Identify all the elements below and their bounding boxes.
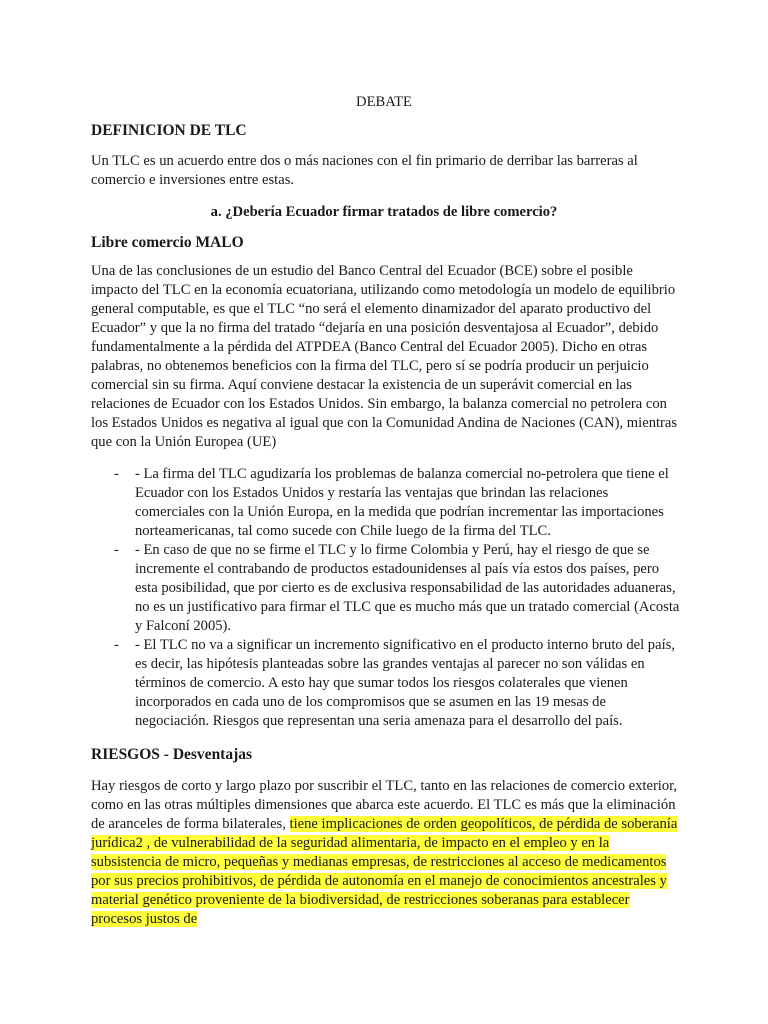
list-item [0, 465, 680, 541]
paragraph-riesgos [91, 777, 683, 929]
paragraph-definicion: Un TLC es un acuerdo entre dos o más naciones con el fin primario de derribar las barreras al comercio e inversiones entre estas. [91, 153, 638, 188]
document-title: DEBATE [356, 94, 412, 110]
heading-riesgos: RIESGOS - Desventajas [91, 746, 253, 763]
list-item [0, 636, 680, 731]
heading-definicion-tlc: DEFINICION DE TLC [91, 122, 247, 139]
paragraph-libre-comercio: Una de las conclusiones de un estudio del Banco Central del Ecuador (BCE) sobre el posible impacto del TLC en la economía ecuatoriana, utilizando como metodología un modelo de equilibrio general computable, es que el TLC “no será el elemento dinamizador del aparato productivo del Ecuador” y que la no firma del tratado “dejaría en una posición desventajosa al Ecuador”, debido fundamentalmente a la pérdida del ATPDEA (Banco Central del Ecuador 2005). Dicho en otras palabras, no obtenemos beneficios con la firma del TLC, pero sí se podría producir un perjuicio comercial sin su firma. Aquí conviene destacar la existencia de un superávit comercial en las relaciones de Ecuador con los Estados Unidos. Sin embargo, la balanza comercial no petrolera con los Estados Unidos es negativa al igual que con la Comunidad Andina de Naciones (CAN), mientras que con la Unión Europea (UE) [91, 263, 678, 450]
bullet-marker: - [114, 542, 119, 558]
bullet-text: - El TLC no va a significar un incremento significativo en el producto interno bruto del país, es decir, las hipótesis planteadas sobre las grandes ventajas al parecer no son válidas en términos de comercio. A esto hay que sumar todos los riesgos colaterales que vienen incorporados en cada uno de los compromisos que se asumen en las 19 mesas de negociación. Riesgos que representan una seria amenaza para el desarrollo del país. [135, 637, 675, 729]
question-heading: a. ¿Debería Ecuador firmar tratados de libre comercio? [210, 204, 558, 220]
bullet-text: - En caso de que no se firme el TLC y lo firme Colombia y Perú, hay el riesgo de que se incremente el contrabando de productos estadounidenses al país vía estos dos países, pero esta posibilidad, que por cierto es de exclusiva responsabilidad de las autoridades aduaneras, no es un justificativo para firmar el TLC que es mucho más que un tratado comercial (Acosta y Falconí 2005). [135, 542, 680, 634]
list-item [0, 541, 680, 636]
bullet-text: - La firma del TLC agudizaría los problemas de balanza comercial no-petrolera que tiene el Ecuador con los Estados Unidos y restaría las ventajas que brindan las relaciones comerciales con la Unión Europa, en la medida que podrían incrementar las importaciones norteamericanas, tal como sucede con Chile luego de la firma del TLC. [135, 466, 669, 539]
highlighted-text: tiene implicaciones de orden geopolíticos, de pérdida de soberanía jurídica2 , de vulnerabilidad de la seguridad alimentaria, de impacto en el empleo y en la subsistencia de micro, pequeñas y medianas empresas, de restricciones al acceso de medicamentos por sus precios prohibitivos, de pérdida de autonomía en el manejo de conocimientos ancestrales y material genético proveniente de la biodiversidad, de restricciones soberanas para establecer procesos justos de [91, 816, 678, 927]
heading-libre-comercio-malo: Libre comercio MALO [91, 234, 244, 251]
bullet-list [0, 465, 768, 731]
bullet-marker: - [114, 466, 119, 482]
paragraph-riesgos-plain: Hay riesgos de corto y largo plazo por suscribir el TLC, tanto en las relaciones de comercio exterior, como en las otras múltiples dimensiones que abarca este acuerdo. El TLC es más que la eliminación de aranceles de forma bilaterales, [91, 778, 678, 832]
bullet-marker: - [114, 637, 119, 653]
